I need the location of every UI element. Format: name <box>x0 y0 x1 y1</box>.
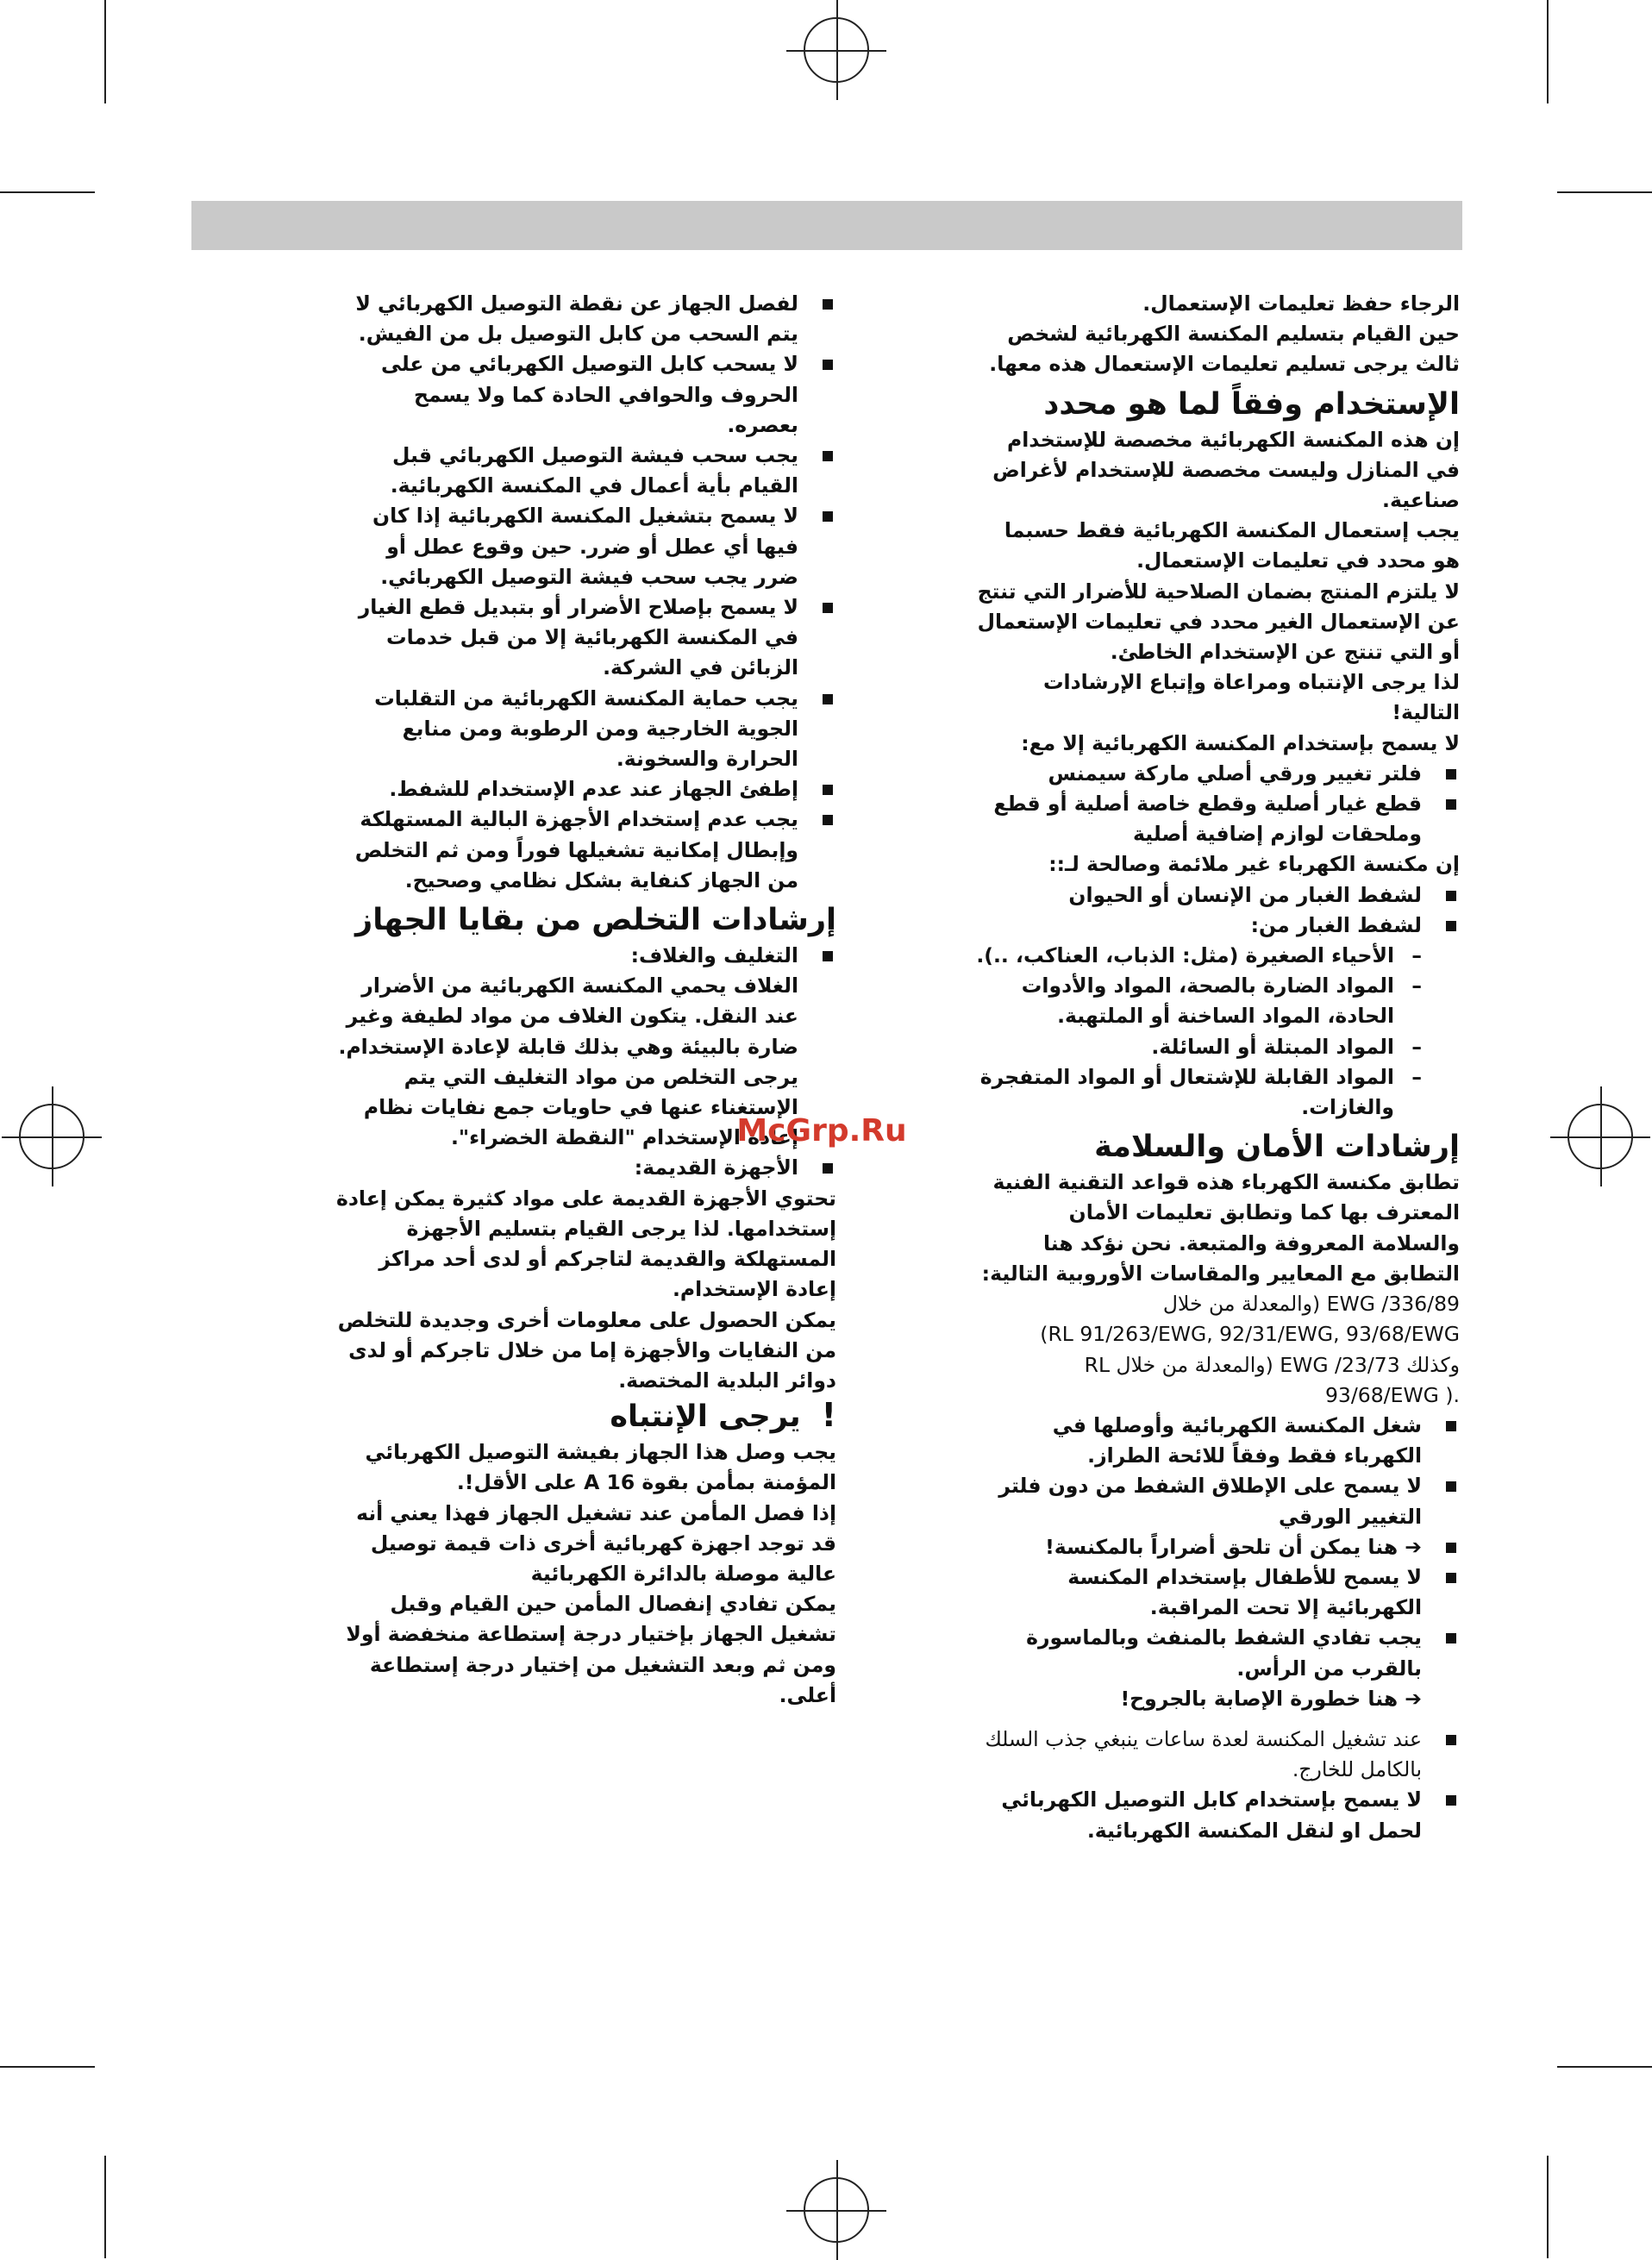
dash-bullet: – <box>1411 1064 1422 1089</box>
safety-heading: إرشادات الأمان والسلامة <box>1094 1130 1460 1165</box>
packaging-text: الغلاف يحمي المكنسة الكهربائية من الأضرار عند النقل. يتكون الغلاف من مواد لطيفة وغير ضارة بالبيئة وهي بذلك قابلة لإعادة الإستخدام. يرجى التخلص من مواد التغليف التي يتم الإستغناء عنها في حاويات جمع نفايات نظام إعادة الإستخدام "النقطة الخضراء". <box>338 973 798 1150</box>
not-suitable-intro: إن مكنسة الكهرباء غير ملائمة وصالحة لـ:: <box>1048 852 1460 877</box>
left-column <box>336 289 836 1711</box>
list-item: شغل المكنسة الكهربائية وأوصلها في الكهرباء فقط وفقاً للائحة الطراز. <box>974 1411 1460 1471</box>
crop-mark <box>104 0 106 103</box>
list-item: إطفئ الجهاز عند عدم الإستخدام للشفط. <box>336 774 836 804</box>
crop-mark <box>104 2156 106 2258</box>
crop-mark <box>1547 2156 1549 2258</box>
list-item: يجب حماية المكنسة الكهربائية من التقلبات الجوية الخارجية ومن الرطوبة ومن منابع الحرارة والسخونة. <box>336 684 836 775</box>
list-item: يجب تفادي الشفط بالمنفث وبالماسورة بالقرب من الرأس. <box>974 1623 1460 1683</box>
registration-mark-icon <box>19 1104 84 1169</box>
exclamation-icon: ! <box>821 1396 836 1435</box>
dash-item <box>974 941 1460 971</box>
attention-para: يمكن تفادي إنفصال المأمن حين القيام وقبل تشغيل الجهاز بإختيار درجة إستطاعة منخفضة أولا ومن ثم وبعد التشغيل من إختيار درجة إستطاعة أعلى. <box>346 1592 836 1707</box>
dash-item-text: المواد المبتلة أو السائلة. <box>1151 1034 1394 1059</box>
safety-para: تطابق مكنسة الكهرباء هذه قواعد التقنية الفنية المعترف بها كما وتطابق تعليمات الأمان والسلامة المعروفة والمتبعة. نحن نؤكد هنا التطابق مع المعايير والمقاسات الأوروبية التالية: <box>981 1170 1460 1286</box>
attention-heading: يرجى الإنتباه <box>610 1399 801 1435</box>
dash-item-text: المواد القابلة للإشتعال أو المواد المتفجرة والغازات. <box>979 1064 1394 1120</box>
watermark: McGrp.Ru <box>736 1113 907 1149</box>
standards-line: وكذلك EWG /23/73 (والمعدلة من خلال RL <box>1084 1352 1460 1377</box>
crop-mark <box>1557 191 1652 193</box>
warning-text: هنا يمكن أن تلحق أضراراً بالمكنسة! <box>1045 1534 1399 1559</box>
attention-heading-row <box>336 1396 836 1437</box>
dash-item <box>974 971 1460 1031</box>
list-item: لشفط الغبار من الإنسان أو الحيوان <box>974 880 1460 911</box>
crop-mark <box>1547 0 1549 103</box>
list-item: لا يسحب كابل التوصيل الكهربائي من على الحروف والحوافي الحادة كما ولا يسمح بعصره. <box>336 349 836 441</box>
standards-line: EWG /336/89 (والمعدلة من خلال <box>1162 1292 1460 1317</box>
crop-mark <box>0 2066 95 2068</box>
old-devices-text: تحتوي الأجهزة القديمة على مواد كثيرة يمكن إعادة إستخدامها. لذا يرجى القيام بتسليم الأجهزة المستهلكة والقديمة لتاجركم أو لدى أحد مراكز إعادة الإستخدام. <box>335 1186 836 1302</box>
header-bar <box>191 201 1462 250</box>
standards-line: 93/68/EWG ). <box>1324 1382 1460 1407</box>
intended-use-para: إن هذه المكنسة الكهربائية مخصصة للإستخدام في المنازل وليست مخصصة للإستخدام لأغراض صناعية. <box>992 427 1460 513</box>
list-item: عند تشغيل المكنسة لعدة ساعات ينبغي جذب السلك بالكامل للخارج. <box>974 1725 1460 1785</box>
attention-para: إذا فصل المأمن عند تشغيل الجهاز فهذا يعني أنه قد توجد اجهزة كهربائية أخرى ذات قيمة توصيل عالية موصلة بالدائرة الكهربائية <box>356 1500 836 1586</box>
list-item: لا يسمح للأطفال بإستخدام المكنسة الكهربائية إلا تحت المراقبة. <box>974 1562 1460 1623</box>
registration-mark-icon <box>804 2177 869 2243</box>
list-item: لا يسمح بإستخدام كابل التوصيل الكهربائي لحمل او لنقل المكنسة الكهربائية. <box>974 1785 1460 1845</box>
list-item: يجب سحب فيشة التوصيل الكهربائي قبل القيام بأية أعمال في المكنسة الكهربائية. <box>336 441 836 501</box>
old-devices-title: الأجهزة القديمة: <box>336 1153 836 1183</box>
intended-use-para: لذا يرجى الإنتباه ومراعاة وإتباع الإرشادات التالية! <box>1042 670 1460 725</box>
dash-item-text: الأحياء الصغيرة (مثل: الذباب، العناكب، ..). <box>976 943 1394 968</box>
list-item: لا يسمح على الإطلاق الشفط من دون فلتر التغيير الورقي <box>974 1471 1460 1531</box>
list-item: لا يسمح بتشغيل المكنسة الكهربائية إذا كان فيها أي عطل أو ضرر. حين وقوع عطل أو ضرر يجب سحب فيشة التوصيل الكهربائي. <box>336 501 836 592</box>
dash-bullet: – <box>1411 943 1422 968</box>
dash-item-text: المواد الضارة بالصحة، المواد والأدوات الحادة، المواد الساخنة أو الملتهبة. <box>1021 973 1394 1029</box>
dash-bullet: – <box>1411 1034 1422 1059</box>
bullet-square-icon <box>1446 1532 1460 1562</box>
right-column <box>974 289 1460 1846</box>
warning-text: هنا خطورة الإصابة بالجروح! <box>1120 1686 1399 1711</box>
warning-line <box>974 1684 1460 1714</box>
warning-line <box>974 1532 1460 1562</box>
crop-mark <box>1557 2066 1652 2068</box>
list-item: لا يسمح بإصلاح الأضرار أو بتبديل قطع الغيار في المكنسة الكهربائية إلا من قبل خدمات الزبائن في الشركة. <box>336 592 836 684</box>
list-item: لفصل الجهاز عن نقطة التوصيل الكهربائي لا يتم السحب من كابل التوصيل بل من الفيش. <box>336 289 836 349</box>
intended-use-heading: الإستخدام وفقاً لما هو محدد <box>1043 386 1460 422</box>
intended-use-para: يجب إستعمال المكنسة الكهربائية فقط حسبما هو محدد في تعليمات الإستعمال. <box>1004 518 1460 573</box>
attention-para: يجب وصل هذا الجهاز بفيشة التوصيل الكهربائي المؤمنة بمأمن بقوة A 16 على الأقل!. <box>365 1440 836 1495</box>
packaging-title: التغليف والغلاف: <box>336 941 836 971</box>
dash-item <box>974 1032 1460 1062</box>
registration-mark-icon <box>804 17 869 83</box>
list-item: قطع غيار أصلية وقطع خاصة أصلية أو قطع وملحقات لوازم إضافية أصلية <box>974 789 1460 849</box>
dash-item <box>974 1062 1460 1123</box>
intro-line: الرجاء حفظ تعليمات الإستعمال. <box>1142 291 1460 316</box>
list-item: فلتر تغيير ورقي أصلي ماركة سيمنس <box>974 759 1460 789</box>
intro-line: حين القيام بتسليم المكنسة الكهربائية لشخص ثالث يرجى تسليم تعليمات الإستعمال هذه معها. <box>989 322 1460 377</box>
arrow-icon: ➔ <box>1398 1534 1422 1559</box>
registration-mark-icon <box>1568 1104 1633 1169</box>
dash-bullet: – <box>1411 973 1422 999</box>
arrow-icon: ➔ <box>1398 1686 1422 1711</box>
info-text: يمكن الحصول على معلومات أخرى وجديدة للتخلص من النفايات والأجهزة إما من خلال تاجركم أو لدى دوائر البلدية المختصة. <box>337 1307 836 1393</box>
intended-use-para: لا يلتزم المنتج بضمان الصلاحية للأضرار التي تنتج عن الإستعمال الغير محدد في تعليمات الإستعمال أو التي تنتج عن الإستخدام الخاطئ. <box>977 579 1460 665</box>
standards-line: (RL 91/263/EWG, 92/31/EWG, 93/68/EWG <box>1040 1322 1460 1347</box>
intended-use-para: لا يسمح بإستخدام المكنسة الكهربائية إلا مع: <box>1021 730 1460 755</box>
list-item: يجب عدم إستخدام الأجهزة البالية المستهلكة وإبطال إمكانية تشغيلها فوراً ومن ثم التخلص من الجهاز كنفاية بشكل نظامي وصحيح. <box>336 804 836 896</box>
disposal-heading: إرشادات التخلص من بقايا الجهاز <box>355 903 836 938</box>
crop-mark <box>0 191 95 193</box>
list-item: لشفط الغبار من: <box>974 911 1460 941</box>
